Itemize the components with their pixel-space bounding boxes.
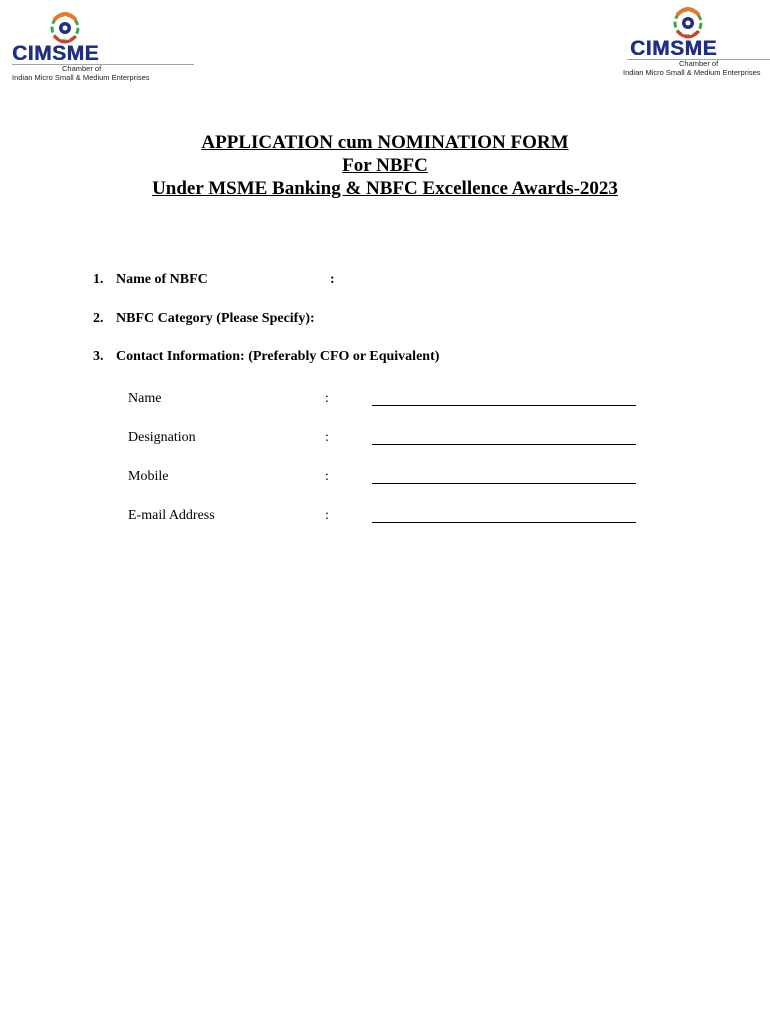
heading-line-3: Under MSME Banking & NBFC Excellence Awards-2023 (152, 178, 618, 199)
contact-row-email (128, 508, 638, 528)
contact-row-mobile (128, 469, 638, 489)
field-colon: : (325, 469, 329, 484)
item-contact-information (93, 349, 439, 365)
field-label: Mobile (128, 469, 169, 484)
item-colon: : (330, 272, 335, 287)
logo-subtitle-1: Chamber of (12, 64, 194, 74)
contact-row-name (128, 391, 638, 411)
mobile-blank-line[interactable] (372, 483, 636, 484)
contact-row-designation (128, 430, 638, 450)
field-colon: : (325, 391, 329, 406)
logo-wordmark: CIMSME (630, 37, 717, 60)
form-heading (0, 131, 770, 200)
item-number: 1. (93, 272, 104, 287)
item-label: NBFC Category (Please Specify): (116, 311, 315, 326)
cimsme-logo-right (623, 5, 763, 77)
item-label: Contact Information: (Preferably CFO or Equivalent) (116, 349, 440, 364)
item-nbfc-name (93, 272, 208, 288)
designation-blank-line[interactable] (372, 444, 636, 445)
field-colon: : (325, 508, 329, 523)
heading-line-1: APPLICATION cum NOMINATION FORM (201, 132, 569, 153)
logo-subtitle-2: Indian Micro Small & Medium Enterprises (623, 67, 761, 77)
field-label: E-mail Address (128, 508, 215, 523)
item-number: 3. (93, 349, 104, 364)
cimsme-logo-left (12, 10, 152, 82)
field-label: Name (128, 391, 162, 406)
item-nbfc-category (93, 311, 315, 327)
logo-subtitle-1: Chamber of (627, 59, 770, 69)
item-number: 2. (93, 311, 104, 326)
cimsme-emblem-icon (669, 5, 707, 41)
logo-wordmark: CIMSME (12, 42, 99, 65)
name-blank-line[interactable] (372, 405, 636, 406)
logo-subtitle-2: Indian Micro Small & Medium Enterprises (12, 72, 150, 82)
heading-line-2: For NBFC (342, 155, 428, 176)
cimsme-emblem-icon (46, 10, 84, 46)
field-label: Designation (128, 430, 196, 445)
item-label: Name of NBFC (116, 272, 208, 287)
field-colon: : (325, 430, 329, 445)
email-blank-line[interactable] (372, 522, 636, 523)
